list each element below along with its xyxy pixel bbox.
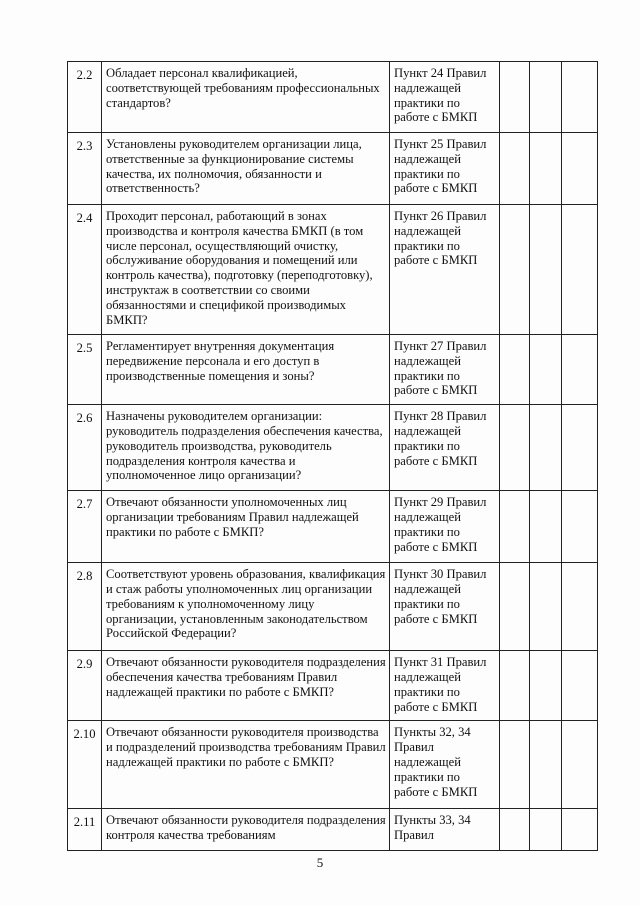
table-row (68, 491, 598, 563)
row-question: Назначены руководителем организации: руководитель подразделения обеспечения качества, руководитель производства, руководитель подразделения контроля качества и уполномоченное лицо организации? (102, 405, 390, 491)
row-question: Регламентирует внутренняя документация передвижение персонала и его доступ в производственные помещения и зоны? (102, 335, 390, 405)
table-row (68, 133, 598, 205)
answer-yes-cell[interactable] (500, 335, 530, 405)
answer-na-cell[interactable] (562, 563, 598, 651)
answer-no-cell[interactable] (530, 491, 562, 563)
answer-no-cell[interactable] (530, 809, 562, 851)
row-number: 2.6 (68, 405, 102, 491)
row-reference: Пункты 33, 34 Правил (390, 809, 500, 851)
row-number: 2.5 (68, 335, 102, 405)
answer-no-cell[interactable] (530, 651, 562, 721)
row-reference: Пункт 27 Правил надлежащей практики по работе с БМКП (390, 335, 500, 405)
answer-no-cell[interactable] (530, 721, 562, 809)
answer-yes-cell[interactable] (500, 62, 530, 133)
table-row (68, 563, 598, 651)
table-row (68, 62, 598, 133)
row-reference: Пункт 30 Правил надлежащей практики по работе с БМКП (390, 563, 500, 651)
row-question: Соответствуют уровень образования, квалификация и стаж работы уполномоченных лиц организации требованиям к уполномоченному лицу организации, установленным законодательством Российской Федерации? (102, 563, 390, 651)
answer-na-cell[interactable] (562, 205, 598, 335)
answer-na-cell[interactable] (562, 62, 598, 133)
answer-yes-cell[interactable] (500, 651, 530, 721)
table-row (68, 721, 598, 809)
answer-na-cell[interactable] (562, 405, 598, 491)
table-row (68, 335, 598, 405)
answer-yes-cell[interactable] (500, 721, 530, 809)
answer-na-cell[interactable] (562, 491, 598, 563)
row-reference: Пункт 25 Правил надлежащей практики по работе с БМКП (390, 133, 500, 205)
answer-yes-cell[interactable] (500, 133, 530, 205)
row-reference: Пункт 29 Правил надлежащей практики по работе с БМКП (390, 491, 500, 563)
row-reference: Пункт 24 Правил надлежащей практики по работе с БМКП (390, 62, 500, 133)
answer-yes-cell[interactable] (500, 809, 530, 851)
answer-no-cell[interactable] (530, 62, 562, 133)
answer-no-cell[interactable] (530, 405, 562, 491)
row-number: 2.10 (68, 721, 102, 809)
row-question: Обладает персонал квалификацией, соответствующей требованиям профессиональных стандартов? (102, 62, 390, 133)
row-question: Отвечают обязанности уполномоченных лиц организации требованиям Правил надлежащей практики по работе с БМКП? (102, 491, 390, 563)
row-number: 2.8 (68, 563, 102, 651)
table-row (68, 405, 598, 491)
row-number: 2.9 (68, 651, 102, 721)
row-number: 2.7 (68, 491, 102, 563)
row-number: 2.11 (68, 809, 102, 851)
row-reference: Пункт 31 Правил надлежащей практики по работе с БМКП (390, 651, 500, 721)
answer-no-cell[interactable] (530, 563, 562, 651)
row-question: Отвечают обязанности руководителя подразделения обеспечения качества требованиям Правил надлежащей практики по работе с БМКП? (102, 651, 390, 721)
row-question: Установлены руководителем организации лица, ответственные за функционирование системы качества, их полномочия, обязанности и ответственность? (102, 133, 390, 205)
row-number: 2.2 (68, 62, 102, 133)
row-question: Отвечают обязанности руководителя производства и подразделений производства требованиям Правил надлежащей практики по работе с БМКП? (102, 721, 390, 809)
row-reference: Пункт 28 Правил надлежащей практики по работе с БМКП (390, 405, 500, 491)
answer-no-cell[interactable] (530, 335, 562, 405)
table-row (68, 809, 598, 851)
answer-na-cell[interactable] (562, 809, 598, 851)
table-row (68, 205, 598, 335)
row-question: Проходит персонал, работающий в зонах производства и контроля качества БМКП (в том числе персонал, осуществляющий очистку, обслуживание оборудования и помещений или контроль качества), подготовку (переподготовку), инструктаж в соответствии со своими обязанностями и спецификой производимых БМКП? (102, 205, 390, 335)
page-number: 5 (316, 855, 324, 870)
answer-no-cell[interactable] (530, 205, 562, 335)
row-reference: Пункты 32, 34 Правил надлежащей практики по работе с БМКП (390, 721, 500, 809)
table-row (68, 651, 598, 721)
answer-na-cell[interactable] (562, 133, 598, 205)
answer-na-cell[interactable] (562, 335, 598, 405)
row-number: 2.3 (68, 133, 102, 205)
answer-na-cell[interactable] (562, 721, 598, 809)
answer-yes-cell[interactable] (500, 205, 530, 335)
checklist-table (67, 61, 598, 851)
answer-yes-cell[interactable] (500, 563, 530, 651)
answer-no-cell[interactable] (530, 133, 562, 205)
answer-yes-cell[interactable] (500, 405, 530, 491)
answer-na-cell[interactable] (562, 651, 598, 721)
row-reference: Пункт 26 Правил надлежащей практики по работе с БМКП (390, 205, 500, 335)
row-number: 2.4 (68, 205, 102, 335)
answer-yes-cell[interactable] (500, 491, 530, 563)
row-question: Отвечают обязанности руководителя подразделения контроля качества требованиям (102, 809, 390, 851)
